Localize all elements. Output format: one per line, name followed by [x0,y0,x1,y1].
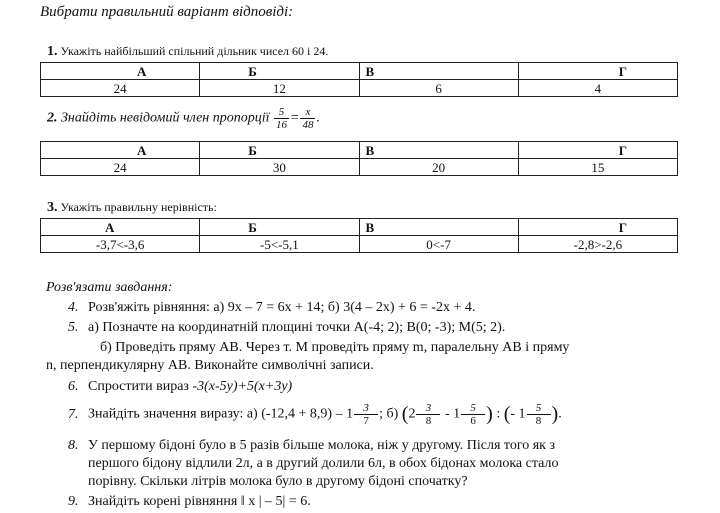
denominator: 48 [302,119,314,131]
numerator: 5 [274,106,289,119]
period: . [558,406,562,422]
task-number: 8. [68,438,79,453]
option-header-g: Г [518,142,677,159]
option-header-v: В [359,219,518,236]
option-header-b: Б [200,142,359,159]
option-header-g: Г [518,219,677,236]
fraction-3-7 [354,402,378,427]
task-number: 4. [68,300,79,315]
section-heading: Розв'язати завдання: [46,280,173,295]
numerator: 3 [416,402,440,415]
page-heading: Вибрати правильний варіант відповіді: [40,4,294,20]
option-header-a: А [41,142,200,159]
option-value-g: 15 [518,159,677,176]
numerator: 5 [527,402,551,415]
task-text: У першому бідоні було в 5 разів більше молока, ніж у другому. Після того як з [88,438,555,453]
answer-table-1 [40,62,678,97]
option-value-b: 30 [200,159,359,176]
numerator: x [300,106,315,119]
task-9 [68,493,311,510]
question-text: Укажіть найбільший спільний дільник чисел 60 і 24. [60,44,329,58]
fraction-3-8 [416,402,440,427]
answer-table-3 [40,218,678,253]
question-3 [47,200,217,216]
option-value-g: -2,8>-2,6 [518,236,677,253]
task-6 [68,378,292,395]
question-number: 1. [47,44,58,59]
option-value-v: 6 [359,80,518,97]
task-expression: ‖ x | – 5| = 6. [240,494,311,509]
denominator: 8 [425,415,432,427]
option-value-v: 20 [359,159,518,176]
option-value-a: 24 [41,159,200,176]
fraction-5-16 [274,106,289,131]
task-8-line-1 [68,437,555,454]
question-2 [47,106,320,131]
fraction-5-8 [527,402,551,427]
whole-part: 1 [453,406,461,422]
question-text: Укажіть правильну нерівність: [60,200,217,214]
option-header-g: Г [518,63,677,80]
task-7 [68,402,562,427]
fraction-x-48 [300,106,315,131]
task-text: а) Позначте на координатній площині точки A(-4; 2); B(0; -3); M(5; 2). [88,320,506,335]
task-5b-line-2: n, перпендикулярну АВ. Виконайте символічні записи. [46,358,374,373]
task-8-line-3: порівну. Скільки літрів молока було в другому бідоні спочатку? [88,474,468,489]
option-header-v: В [359,63,518,80]
denominator: 8 [535,415,542,427]
minus-sign: - [510,406,516,422]
option-header-a: А [41,219,200,236]
denominator: 7 [363,415,369,427]
option-header-a: А [41,63,200,80]
option-header-v: В [359,142,518,159]
division-sign: : [496,406,501,422]
task-number: 9. [68,494,79,509]
option-value-g: 4 [518,80,677,97]
question-text: Знайдіть невідомий член пропорції [61,110,270,126]
task-text: Спростити вираз [88,379,189,394]
option-header-b: Б [200,63,359,80]
question-number: 2. [47,110,58,126]
period: . [316,110,320,126]
task-expression: -3(x-5y)+5(x+3y) [192,379,293,394]
task-5a [68,319,505,336]
open-paren: ( [401,403,409,425]
question-number: 3. [47,200,58,215]
equals-sign: = [290,110,300,126]
fraction-5-6 [461,402,485,427]
option-value-b: 12 [200,80,359,97]
numerator: 5 [461,402,485,415]
whole-part: 1 [518,406,526,422]
answer-table-2 [40,141,678,176]
task-number: 5. [68,320,79,335]
part-b-label: ; б) [379,406,399,422]
option-header-b: Б [200,219,359,236]
task-5b-line-1: б) Проведіть пряму АВ. Через т. М проведіть пряму m, паралельну АВ і пряму [100,340,570,355]
question-1 [47,44,328,60]
task-number: 7. [68,406,79,422]
task-text: Розв'яжіть рівняння: а) 9x – 7 = 6x + 14; б) 3(4 – 2x) + 6 = -2x + 4. [88,300,476,315]
open-paren: ( [503,403,511,425]
task-text: Знайдіть значення виразу: а) (-12,4 + 8,9) – 1 [88,406,354,422]
close-paren: ) [551,403,559,425]
task-number: 6. [68,379,79,394]
minus-sign: - [444,406,450,422]
option-value-a: 24 [41,80,200,97]
option-value-a: -3,7<-3,6 [41,236,200,253]
denominator: 16 [276,119,288,131]
task-text: Знайдіть корені рівняння [88,494,238,509]
close-paren: ) [486,403,493,425]
numerator: 3 [354,402,378,415]
denominator: 6 [470,415,476,427]
task-8-line-2: першого бідону відлили 2л, а в другий долили 6л, в обох бідонах молока стало [88,456,559,471]
task-4 [68,299,475,316]
whole-part: 2 [408,406,416,422]
option-value-v: 0<-7 [359,236,518,253]
option-value-b: -5<-5,1 [200,236,359,253]
